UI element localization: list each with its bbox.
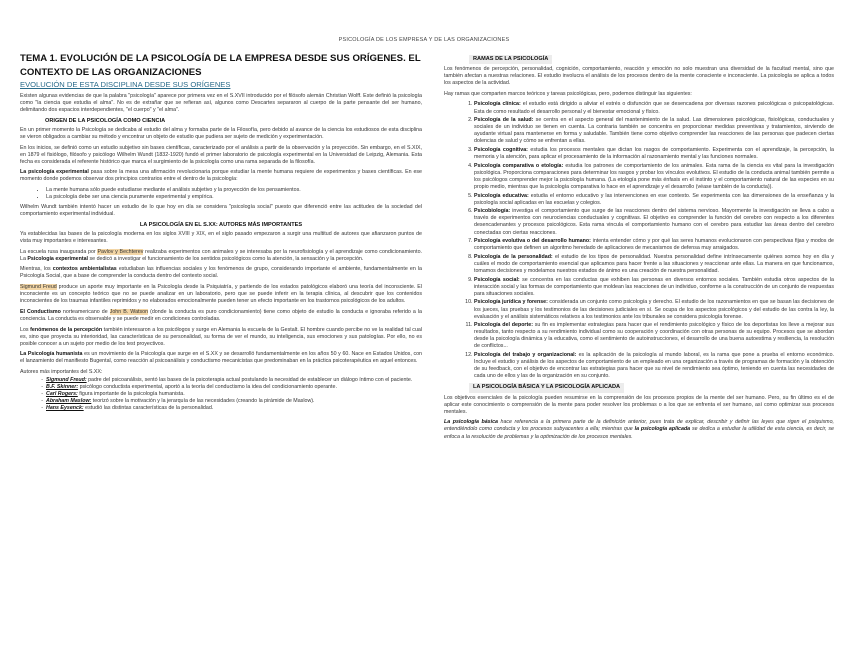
list-item: 8. Psicología de la personalidad: el estudio de los tipos de personalidad. Nuestra personalidad define intrínsecamente quiénes somos hoy en día y cuáles el modo de comportamiento esencial que aplicamos para hacer frente a las situaciones y reaccionar ante ellas. La manera en que funcionamos, tomamos decisiones y modelamos nuestros estados de ánimo es una creación de nuestra personalidad.	[474, 254, 834, 275]
list-item: 5. Psicología educativa: estudia el entorno educativo y las intervenciones en ese contexto. Se experimenta con las dimensiones de la enseñanza y la psicología social aplicadas en las escuelas y colegios.	[474, 193, 834, 207]
authors-heading: Autores más importantes del S.XX:	[20, 369, 103, 375]
paragraph-percepcion: Los fenómenos de la percepción también interesaron a los psicólogos y surge en Alemania la escuela de la Gestalt. El hombre cuando percibe no ve la realidad tal cual es, sino que proyecta su interioridad, las características de su personalidad, su forma de ver el mundo, su inteligencia, sus emociones y sus patologías. Por ello, no es posible conocer a un sujeto por medio de los test proyectivos.	[20, 326, 423, 347]
intro-paragraph: Existen algunas evidencias de que la palabra "psicología" aparece por primera vez en el S.XVII introducido por el filósofo alemán Christian Wolff. Este definió la psicología como "la ciencia que estudia el alma". No es de extrañar que se refieran así, algunos como Descartes separaron al cuerpo de la parte pensante del ser humano, delimitando dos espacios interdependientes, "el cuerpo" y "el alma".	[20, 93, 422, 114]
section-heading-aplicada: LA PSICOLOGÍA BÁSICA Y LA PSICOLOGÍA APLICADA	[444, 383, 834, 392]
list-item: 7. Psicología evolutiva o del desarrollo humano: intenta entender cómo y por qué las seres humanos evolucionaron con perspectivas fijas y modos de comportamiento que definen un algoritmo heredado de aplicaciones de mecanismos de defensa muy arraigados.	[474, 238, 834, 252]
list-item: 11. Psicología del deporte: su fin es implementar estrategias para hacer que el rendimiento psicológico y físico de los deportistas los lleve a mejorar sus resultados, tanto respecto a su rendimiento individual como su cooperación y coordinación con otras personas de su equipo. Procesos que se abordan desde la psicología dinámica y la educativa, como el sentimiento de autoinstrucciones, el desarrollo de una buena autoestima y resiliencia, la resolución de conflictos...	[474, 322, 834, 350]
left-column	[20, 52, 422, 416]
section-heading-origen: ORIGEN DE LA PSICOLOGÍA COMO CIENCIA	[45, 117, 166, 124]
paragraph-conductismo: El Conductismo norteamericano de John B. Watson (donde la conducta es puro condicionamiento) tiene como objeto de estudio la conducta e ignoraba referido a la conciencia. La conducta es observable y se puede medir en condiciones controladas.	[20, 308, 422, 322]
list-item: 4. Psicología comparativa o etología: estudia los patrones de comportamiento de los animales. Esta rama de la ciencia es vital para la investigación psicológica. Proporciona comparaciones para determinar los rasgos y probar los vínculos evolutivos. El estudio de la conducta animal también permite a los psicólogos comprender mejor la psicología humana. (La etología pone más énfasis en el instinto y el comportamiento natural de las especies en su propio medio, mientras que la psicología comparativa lo hace en el aprendizaje y el desarrollo (véase también de la conducta)).	[474, 163, 834, 191]
paragraph-sxx-intro: Ya establecidas las bases de la psicología moderna en los siglos XVIII y XIX, en el siglo pasado empezaron a surgir una multitud de autores que afianzaron puntos de vista muy importantes e interesantes.	[20, 231, 422, 245]
branches-list	[444, 101, 834, 380]
paragraph-aplicada-2: La psicología básica hace referencia a la primera parte de la definición anterior, pues trata de explicar, describir y definir las leyes que rigen el psiquismo, entendiéndolo como conducta y los procesos subyacentes a ella; mientras que la psicología aplicada se dedica a estudiar la utilidad de esta ciencia, es decir, se enfoca a la resolución de problemas y la optimización de los procesos mentales.	[444, 419, 835, 440]
list-item: - B.F. Skinner: psicólogo conductista experimental, aportó a la teoría del conductismo la idea del condicionamiento operante.	[46, 384, 422, 391]
paragraph-humanista: La Psicología humanista es un movimiento de la Psicología que surge en el S.XX y se desarrolló fundamentalmente en los años 50 y 60. Nace en Estados Unidos, con el lanzamiento del manifiesto Bugental, como reacción al psicoanálisis y conductismo mecanicistas que predominaban en la práctica psicoterapéutica en aquel entonces.	[20, 351, 422, 365]
paragraph-origen-2: En los inicios, se definió como un estudio subjetivo sin bases científicas, caracterizado por el análisis a partir de la observación y la proyección. Sin embargo, en el S.XIX, en 1879 el fisiólogo, filósofo y psicólogo Wilhelm Wundt (1832-1920) fundó el primer laboratorio de psicología experimental en la Universidad de Leipzig, Alemania. Esta fecha es considerada el referente histórico que marca el surgimiento de la psicología como una rama separada de la filosofía.	[20, 144, 422, 165]
highlight-watson: John B. Watson	[109, 308, 149, 315]
paragraph-wundt: Wilhelm Wundt también intentó hacer un estudio de lo que hoy en día se considera "psicología social" puesto que diferenció entre las actitudes de la sociedad del comportamiento experimental individual.	[20, 204, 422, 218]
paragraph-freud: Sigmund Freud produce un aporte muy importante en la Psicología desde la Psiquiatría, y partiendo de los estados patológicos elaboró una teoría del inconsciente. El inconsciente es un concepto teórico que no se puede analizar en un laboratorio, pero que se puede inferir en la terapia clínica, al descubrir que los contenidos inconscientes de los traumas infantiles reprimidos y no elaborados emocionalmente pueden tener un efecto importante en los trastornos psicológicos de los adultos.	[20, 284, 423, 305]
section-heading-ramas: RAMAS DE LA PSICOLOGÍA	[444, 55, 834, 64]
list-item: • La psicología debe ser una ciencia puramente experimental y empírica.	[46, 194, 422, 201]
paragraph-experimental: La psicología experimental pasa sobre la mesa una afirmación revolucionaria porque estudiar la mente humana requiere de experimentos y bases científicas. En ese momento donde podemos observar dos principios contrarios entre el dentro de la psicología:	[20, 169, 423, 183]
authors-list	[20, 377, 422, 412]
list-item: 9. Psicología social: se concentra en las conductas que exhiben las personas en diversos entornos sociales. También estudia otros aspectos de la interacción social y las formas de comportamiento que moldean las reacciones de un individuo, conforme a la construcción de un conjunto de respuestas para situaciones sociales.	[474, 277, 834, 298]
list-item: - Abraham Maslow: teorizó sobre la motivación y la jerarquía de las necesidades (creando la pirámide de Maslow).	[46, 398, 422, 405]
paragraph-ramas-intro: Los fenómenos de percepción, personalidad, cognición, comportamiento, reacción y emoción no solo muestran una diversidad de la facultad mental, sino que también afectan a nuestras relaciones. El estudio involucra el análisis de los procesos dentro de la mente consciente e inconsciente. La psicología se aplica a todos los aspectos de la actividad.	[444, 66, 834, 87]
paragraph-aplicada-1: Los objetivos esenciales de la psicología pueden resumirse en la comprensión de los procesos propios de la mente del ser humano. Pero, su fin último es el de aplicar este conocimiento o comprensión de la mente para poder resolver los problemas o a los que se enfrenta el ser humano, así como optimizar sus procesos mentales.	[444, 394, 834, 415]
section-heading-sxx: LA PSICOLOGÍA EN EL S.XX: AUTORES MÁS IMPORTANTES	[139, 221, 303, 228]
principles-list	[20, 187, 422, 201]
list-item: 1. Psicología clínica: el estudio está dirigido a aliviar el estrés o disfunción que se desencadena por diversas razones psicológicas o psicopatológicas. Esta de como resultado el desarrollo personal y el bienestar emocional y físico.	[474, 101, 834, 115]
page-title: TEMA 1. EVOLUCIÓN DE LA PSICOLOGÍA DE LA EMPRESA DESDE SUS ORÍGENES. EL CONTEXTO DE LAS ORGANIZACIONES	[20, 53, 421, 78]
highlight-pavlov: Pavlov y Bechterev	[97, 248, 144, 255]
list-item: 2. Psicología de la salud: se centra en el aspecto general del mantenimiento de la salud. Las dimensiones psicológicas, fisiológicas, conductuales y sociales de un individuo se tienen en cuenta. La contraria también se concentra en proporcionar medidas preventivas y tratamientos, sirviendo de ayudante virtual para mantenerse en forma y saludable. También tiene como objetivo comprender las reacciones de las personas que padecen ciertas dolencias de salud y cómo se enfrentan a ellas.	[474, 117, 834, 145]
highlight-freud: Sigmund Freud	[20, 284, 57, 291]
list-item: 6. Psicobiología: investiga el comportamiento que surge de las reacciones dentro del sistema nervioso. Mayormente la investigación se lleva a cabo a través de experimentos con neurociencias conductuales y cognitivas. El objetivo es comprender la función del cerebro con respecto a los diferentes desencadenantes y procesos psicológicos. Esta rama vincula el comportamiento humano con el cerebro para estudiar las áreas dentro del cerebro conectadas con ciertas reacciones.	[474, 208, 834, 236]
list-item: - Hans Eysenck: estudió las distintas características de la personalidad.	[46, 405, 422, 412]
term-psicologia-experimental: La psicología experimental	[20, 169, 89, 176]
paragraph-ramas-list-intro: Hay ramas que comparten marcos teóricos y tareas psicológicas, pero, podemos distinguir las siguientes:	[444, 90, 692, 97]
list-item: 3. Psicología cognitiva: estudia los procesos mentales que dictan los rasgos de comportamiento. Experimenta con el aprendizaje, la percepción, la memoria y la atención, para aplicar el procesamiento de la información al razonamiento mental y las funciones normales.	[474, 147, 834, 161]
list-item: • La mente humana sólo puede estudiarse mediante el análisis subjetivo y la proyección de los pensamientos.	[46, 187, 422, 194]
list-item: - Sigmund Freud: padre del psicoanálisis, sentó las bases de la psicoterapia actual postulando la necesidad de establecer un diálogo íntimo con el paciente.	[46, 377, 422, 384]
list-item: 12. Psicología del trabajo y organizacional: es la aplicación de la psicología al mundo laboral, es la rama que pone a prueba el entorno económico. Incluye el estudio y análisis de los aspectos de comportamiento de un empleado en una organización a través de programas de formación y la obtención de su feedback, con el objetivo de encontrar las estrategias para hacer que su nivel de rendimiento sea óptimo, teniendo en cuenta las necesidades de cada uno de ellos y las de la organización en su conjunto.	[474, 352, 834, 380]
list-item: - Carl Rogers: figura importante de la psicología humanista.	[46, 391, 422, 398]
paragraph-ambientalistas: Mientras, los contextos ambientalistas estudiaban las influencias sociales y los fenómenos de grupo, considerando importante el ambiente, fundamentalmente en la Psicología Social, que a base de comprender la conducta dentro del contexto social.	[20, 266, 422, 280]
paragraph-origen-1: En un primer momento la Psicología se dedicaba al estudio del alma y formaba parte de la Filosofía, pero debido al avance de la ciencia los estudiosos de esta disciplina se vieron obligados a cambiar su método y encontrar un objeto de estudio que pudiera ser sujeto de medición y experimentación.	[20, 126, 422, 140]
right-column	[444, 52, 834, 444]
list-item: 10. Psicología jurídica y forense: considerada un conjunto como psicología y derecho. El estudio de los razonamientos en que se basan las decisiones de los jueces, las pruebas y los testimonios de las decisiones judiciales en sí. Se ocupa de los aspectos psicológicos y del estudio de las contra la ley, la evaluación y el análisis sistemáticos relativos a los testimonios ante los tribunales se considera psicología forense.	[474, 299, 834, 320]
paragraph-escuela-rusa: La escuela rusa inaugurada por Pavlov y Bechterev realizaba experimentos con animales y se interesaba por la neurofisiología y el aprendizaje como condicionamiento. La Psicología experimental se dedicó a investigar el funcionamiento de los sentidos psicológicos como la atención, la sensación y la percepción.	[20, 248, 422, 262]
section-subtitle: EVOLUCIÓN DE ESTA DISCIPLINA DESDE SUS ORÍGENES	[20, 80, 231, 89]
running-header: PSICOLOGÍA DE LOS EMPRESA Y DE LAS ORGANIZACIONES	[338, 37, 510, 43]
